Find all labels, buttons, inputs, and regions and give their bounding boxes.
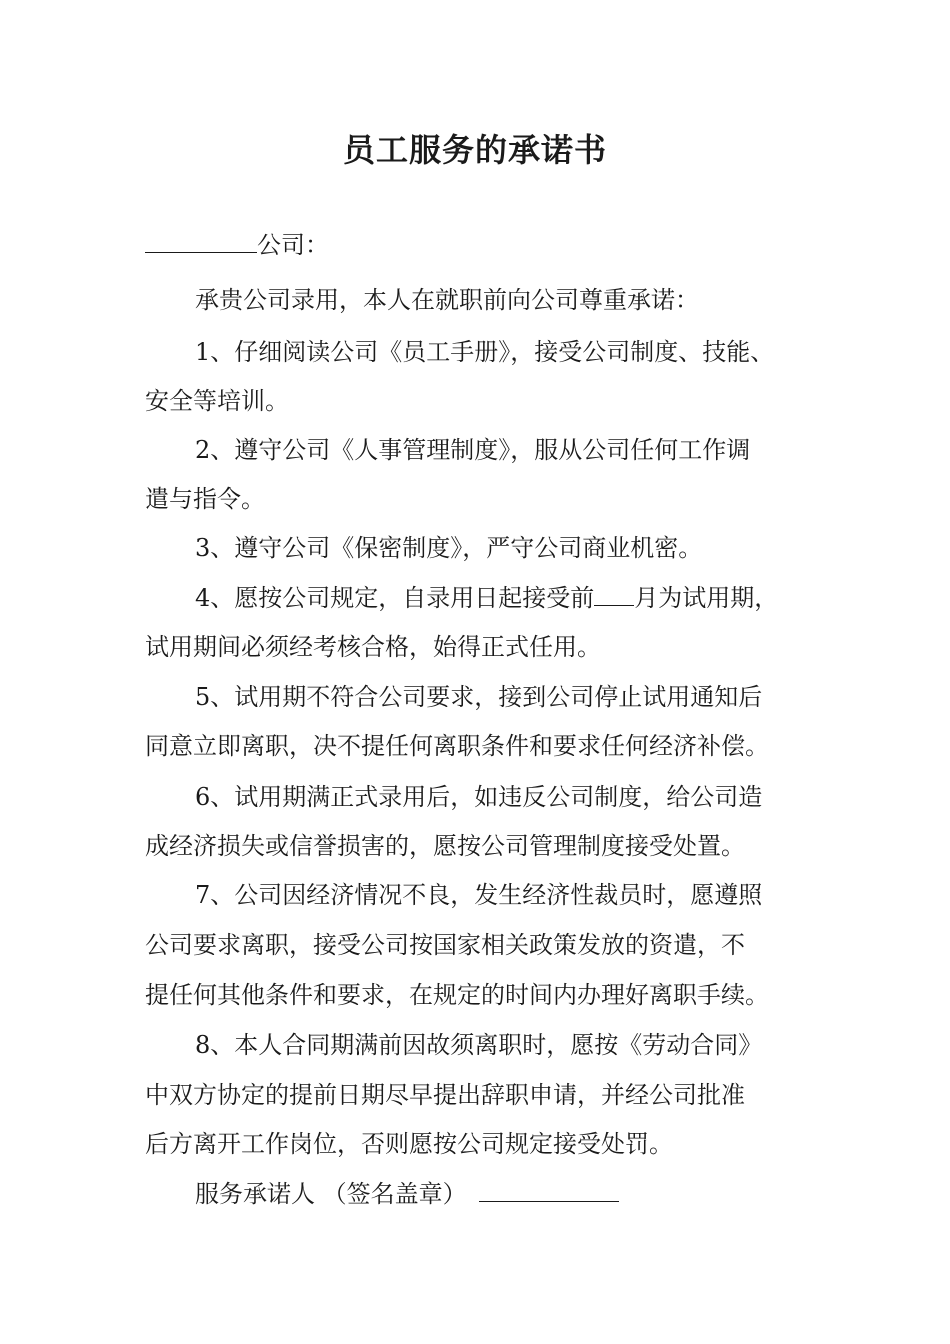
clause-2-line-2: 遣与指令。 — [145, 485, 265, 513]
intro-paragraph: 承贵公司录用，本人在就职前向公司尊重承诺： — [195, 286, 699, 314]
clause-4-text-before: 4、愿按公司规定，自录用日起接受前 — [195, 584, 595, 612]
clause-7-line-1: 7、公司因经济情况不良，发生经济性裁员时，愿遵照 — [195, 881, 763, 909]
salutation-line — [145, 228, 329, 262]
signature-blank[interactable] — [479, 1179, 619, 1202]
clause-5-line-2: 同意立即离职，决不提任何离职条件和要求任何经济补偿。 — [145, 732, 769, 760]
clause-8-line-2: 中双方协定的提前日期尽早提出辞职申请，并经公司批准 — [145, 1081, 745, 1109]
clause-4-line-1 — [195, 581, 778, 615]
clause-3-line-1: 3、遵守公司《保密制度》，严守公司商业机密。 — [195, 534, 703, 562]
clause-1-line-1: 1、仔细阅读公司《员工手册》，接受公司制度、技能、 — [195, 338, 775, 366]
clause-2-line-1: 2、遵守公司《人事管理制度》，服从公司任何工作调 — [195, 436, 751, 464]
clause-1-line-2: 安全等培训。 — [145, 387, 289, 415]
salutation-suffix: 公司： — [257, 231, 329, 259]
clause-6-line-1: 6、试用期满正式录用后，如违反公司制度，给公司造 — [195, 783, 763, 811]
clause-7-line-2: 公司要求离职，接受公司按国家相关政策发放的资遣，不 — [145, 931, 745, 959]
clause-5-line-1: 5、试用期不符合公司要求，接到公司停止试用通知后 — [195, 683, 763, 711]
clause-7-line-3: 提任何其他条件和要求，在规定的时间内办理好离职手续。 — [145, 981, 769, 1009]
signature-line — [195, 1177, 619, 1211]
clause-6-line-2: 成经济损失或信誉损害的，愿按公司管理制度接受处置。 — [145, 832, 745, 860]
document-title: 员工服务的承诺书 — [342, 131, 607, 169]
clause-4-line-2: 试用期间必须经考核合格，始得正式任用。 — [145, 633, 601, 661]
clause-8-line-1: 8、本人合同期满前因故须离职时，愿按《劳动合同》 — [195, 1031, 763, 1059]
clause-4-text-after: 月为试用期， — [634, 584, 779, 612]
signature-label: 服务承诺人 （签名盖章） — [195, 1180, 467, 1208]
probation-months-blank[interactable] — [594, 583, 634, 606]
clause-8-line-3: 后方离开工作岗位，否则愿按公司规定接受处罚。 — [145, 1130, 673, 1158]
company-name-blank[interactable] — [145, 230, 257, 253]
